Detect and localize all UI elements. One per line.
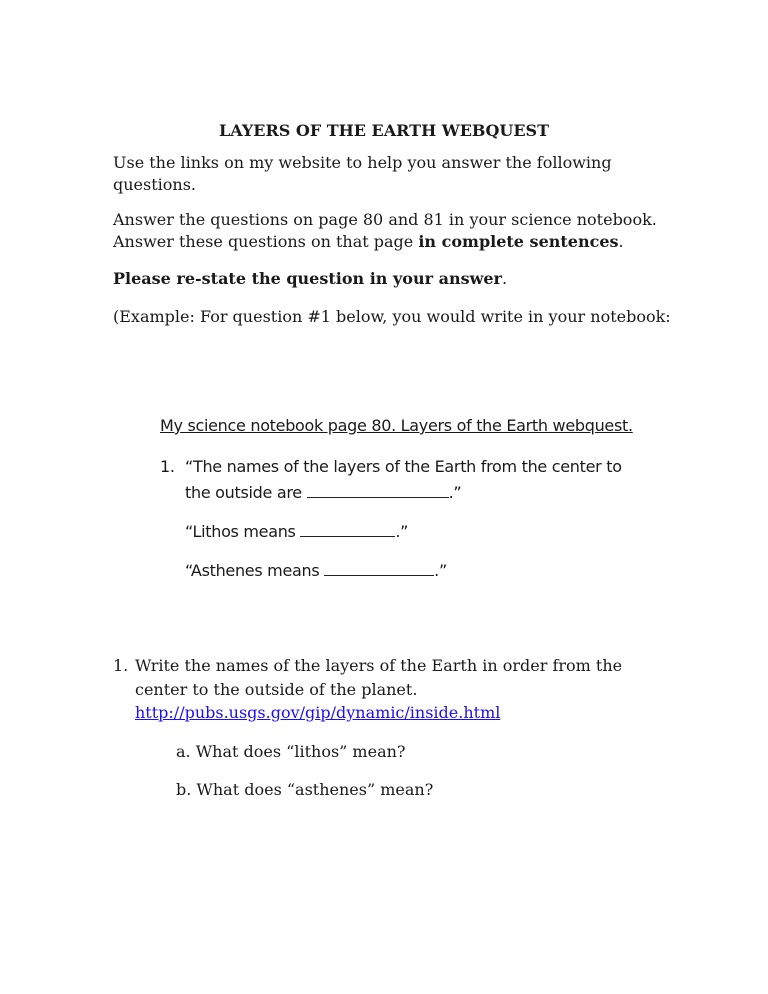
example-asthenes — [185, 560, 447, 582]
question-line-2: center to the outside of the planet. — [135, 680, 418, 699]
example-q1-close: .” — [448, 483, 462, 502]
subquestion-text: What does “lithos” mean? — [195, 742, 406, 761]
example-q1-text: the outside are — [185, 483, 307, 502]
example-number: 1. — [160, 457, 175, 476]
subquestion-a — [176, 741, 405, 763]
question-link — [135, 702, 500, 724]
restate-emphasis: Please re-state the question in your answer — [113, 269, 502, 288]
example-asthenes-text: “Asthenes means — [185, 561, 325, 580]
instructions-line-1: Answer the questions on page 80 and 81 in your science notebook. — [113, 210, 657, 229]
instructions-period: . — [618, 232, 624, 251]
example-q1-line2 — [185, 482, 461, 504]
intro-line-1: Use the links on my website to help you answer the following — [113, 153, 612, 172]
example-lithos-close: .” — [395, 522, 409, 541]
instructions-text: Answer these questions on that page — [113, 232, 419, 251]
subquestion-text: What does “asthenes” mean? — [196, 780, 434, 799]
question-number: 1. — [113, 656, 129, 675]
example-asthenes-close: .” — [434, 561, 447, 580]
subquestion-letter: a. — [176, 742, 191, 761]
subquestion-b — [176, 779, 433, 801]
subquestion-letter: b. — [176, 780, 192, 799]
answer-blank — [307, 483, 449, 498]
example-heading: My science notebook page 80. Layers of the Earth webquest. — [160, 416, 633, 435]
question-line-1: Write the names of the layers of the Earth in order from the — [135, 656, 623, 675]
answer-blank — [300, 522, 395, 537]
example-intro: (Example: For question #1 below, you would write in your notebook: — [113, 307, 671, 326]
restate-period: . — [501, 269, 508, 288]
instructions-line-2 — [113, 231, 624, 253]
restate-instruction — [113, 268, 507, 290]
page-title: LAYERS OF THE EARTH WEBQUEST — [218, 121, 549, 140]
example-q1-line1: “The names of the layers of the Earth from the center to — [185, 457, 622, 476]
answer-blank — [324, 561, 434, 576]
instructions-emphasis: in complete sentences — [418, 232, 619, 251]
usgs-link[interactable]: http://pubs.usgs.gov/gip/dynamic/inside.html — [135, 703, 501, 722]
example-lithos-text: “Lithos means — [185, 522, 301, 541]
example-lithos — [185, 521, 408, 543]
intro-line-2: questions. — [113, 175, 197, 194]
